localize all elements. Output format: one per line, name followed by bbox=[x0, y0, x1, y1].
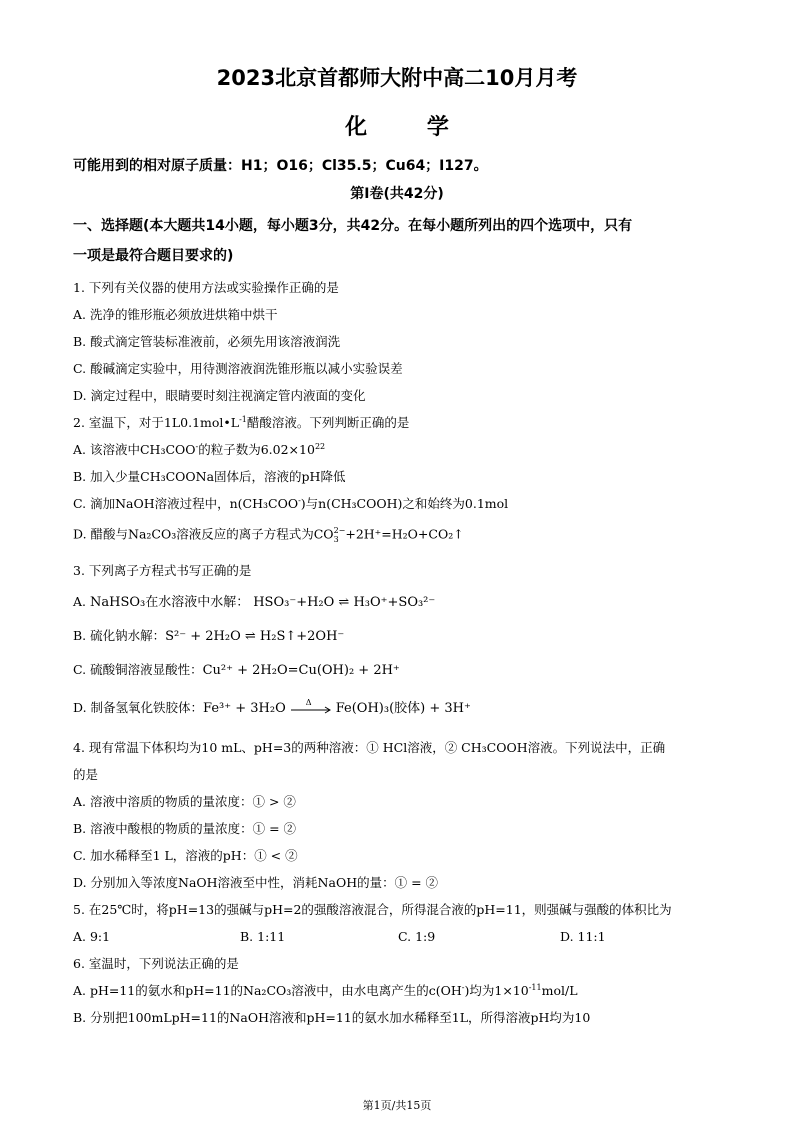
q1-option-b: B. 酸式滴定管装标准液前，必须先用该溶液润洗 bbox=[73, 334, 341, 349]
q3-option-c bbox=[73, 662, 400, 679]
q2-a-mid: 的粒子数为6.02×10 bbox=[198, 442, 315, 457]
atomic-masses: 可能用到的相对原子质量：H1；O16；Cl35.5；Cu64；I127。 bbox=[73, 158, 488, 174]
q4-option-c: C. 加水稀释至1 L，溶液的pH：① < ② bbox=[73, 848, 298, 863]
q2-c-text: C. 滴加NaOH溶液过程中，n(CH₃COO bbox=[73, 496, 299, 511]
q2-a-text: A. 该溶液中CH₃COO bbox=[73, 442, 196, 457]
q1-option-a: A. 洗净的锥形瓶必须放进烘箱中烘干 bbox=[73, 307, 278, 322]
q5-option-a: A. 9:1 bbox=[73, 929, 111, 944]
q4-stem-1: 4. 现有常温下体积均为10 mL、pH=3的两种溶液：① HCl溶液，② CH₃COOH溶液。下列说法中，正确 bbox=[73, 740, 666, 755]
q2-a-sup2: 22 bbox=[314, 441, 326, 451]
q5-stem: 5. 在25℃时，将pH=13的强碱与pH=2的强酸溶液混合，所得混合液的pH=11，则强碱与强酸的体积比为 bbox=[73, 902, 672, 917]
q6-option-a bbox=[73, 983, 578, 999]
q2-d-sub: 3 bbox=[333, 535, 339, 544]
q2-option-d bbox=[73, 526, 464, 544]
q2-stem bbox=[73, 415, 409, 431]
q6-option-b: B. 分别把100mLpH=11的NaOH溶液和pH=11的氨水加水稀释至1L，所得溶液pH均为10 bbox=[73, 1010, 591, 1025]
q2-stem-text-post: 醋酸溶液。下列判断正确的是 bbox=[246, 415, 410, 430]
section-intro-2: 一项是最符合题目要求的) bbox=[73, 248, 234, 264]
q2-stem-sup: -1 bbox=[239, 414, 247, 424]
exam-title: 2023北京首都师大附中高二10月月考 bbox=[216, 66, 578, 90]
q6-a-sup1: - bbox=[461, 982, 465, 992]
q6-a-sup2: -11 bbox=[528, 982, 542, 992]
q3-b-label: B. 硫化钠水解： bbox=[73, 628, 166, 643]
q2-option-b: B. 加入少量CH₃COONa固体后，溶液的pH降低 bbox=[73, 469, 346, 484]
heating-arrow-icon bbox=[290, 697, 332, 715]
q3-c-equation: Cu²⁺ + 2H₂O=Cu(OH)₂ + 2H⁺ bbox=[202, 663, 400, 678]
q3-a-label: A. bbox=[73, 594, 90, 609]
page-footer: 第1页/共15页 bbox=[362, 1099, 432, 1112]
q3-b-equation: S²⁻ + 2H₂O ⇌ H₂S↑+2OH⁻ bbox=[165, 629, 345, 644]
q2-d-post: +2H⁺=H₂O+CO₂↑ bbox=[345, 526, 464, 542]
q1-option-c: C. 酸碱滴定实验中，用待测溶液润洗锥形瓶以减小实验误差 bbox=[73, 361, 403, 376]
q3-option-a bbox=[73, 594, 435, 611]
q2-d-text: D. 醋酸与Na₂CO₃溶液反应的离子方程式为CO bbox=[73, 526, 334, 542]
q5-option-b: B. 1:11 bbox=[240, 929, 286, 944]
q3-a-equation: HSO₃⁻+H₂O ⇌ H₃O⁺+SO₃²⁻ bbox=[253, 595, 436, 610]
subject-title: 化 学 bbox=[345, 115, 475, 140]
section-intro-1: 一、选择题(本大题共14小题，每小题3分，共42分。在每小题所列出的四个选项中，只有 bbox=[73, 218, 633, 234]
q3-option-b bbox=[73, 628, 344, 645]
q2-a-sup1: - bbox=[195, 441, 199, 451]
q2-stem-text: 2. 室温下，对于1L0.1mol•L bbox=[73, 415, 240, 430]
delta-symbol: Δ bbox=[305, 697, 312, 707]
q2-option-a bbox=[73, 442, 325, 458]
q3-d-label: D. 制备氢氧化铁胶体： bbox=[73, 700, 204, 715]
q4-stem-2: 的是 bbox=[73, 767, 99, 782]
q3-stem: 3. 下列离子方程式书写正确的是 bbox=[73, 563, 252, 578]
q2-d-sup: 2− bbox=[333, 526, 346, 535]
q5-option-d: D. 11:1 bbox=[560, 929, 606, 944]
q2-option-c bbox=[73, 496, 508, 512]
q2-c-post: )与n(CH₃COOH)之和始终为0.1mol bbox=[300, 496, 509, 511]
q3-d-equation-left: Fe³⁺ + 3H₂O bbox=[203, 701, 286, 716]
q4-option-a: A. 溶液中溶质的物质的量浓度：① > ② bbox=[73, 794, 296, 809]
q4-option-d: D. 分别加入等浓度NaOH溶液至中性，消耗NaOH的量：① = ② bbox=[73, 875, 439, 890]
q5-option-c: C. 1:9 bbox=[398, 929, 436, 944]
volume-heading: 第Ⅰ卷(共42分) bbox=[350, 186, 444, 202]
q6-a-text: A. pH=11的氨水和pH=11的Na₂CO₃溶液中，由水电离产生的c(OH bbox=[73, 983, 462, 998]
q3-d-equation-right: Fe(OH)₃(胶体) + 3H⁺ bbox=[335, 701, 471, 716]
q6-stem: 6. 室温时，下列说法正确的是 bbox=[73, 956, 239, 971]
q6-a-mid: )均为1×10 bbox=[464, 983, 529, 998]
q4-option-b: B. 溶液中酸根的物质的量浓度：① = ② bbox=[73, 821, 297, 836]
q6-a-post: mol/L bbox=[541, 983, 578, 998]
q2-c-sup: - bbox=[298, 495, 301, 505]
q1-stem: 1. 下列有关仪器的使用方法或实验操作正确的是 bbox=[73, 280, 339, 295]
q3-option-d bbox=[73, 697, 471, 717]
q1-option-d: D. 滴定过程中，眼睛要时刻注视滴定管内液面的变化 bbox=[73, 388, 366, 403]
q3-a-text: NaHSO₃在水溶液中水解： bbox=[89, 595, 250, 610]
q3-c-label: C. 硫酸铜溶液显酸性： bbox=[73, 662, 203, 677]
